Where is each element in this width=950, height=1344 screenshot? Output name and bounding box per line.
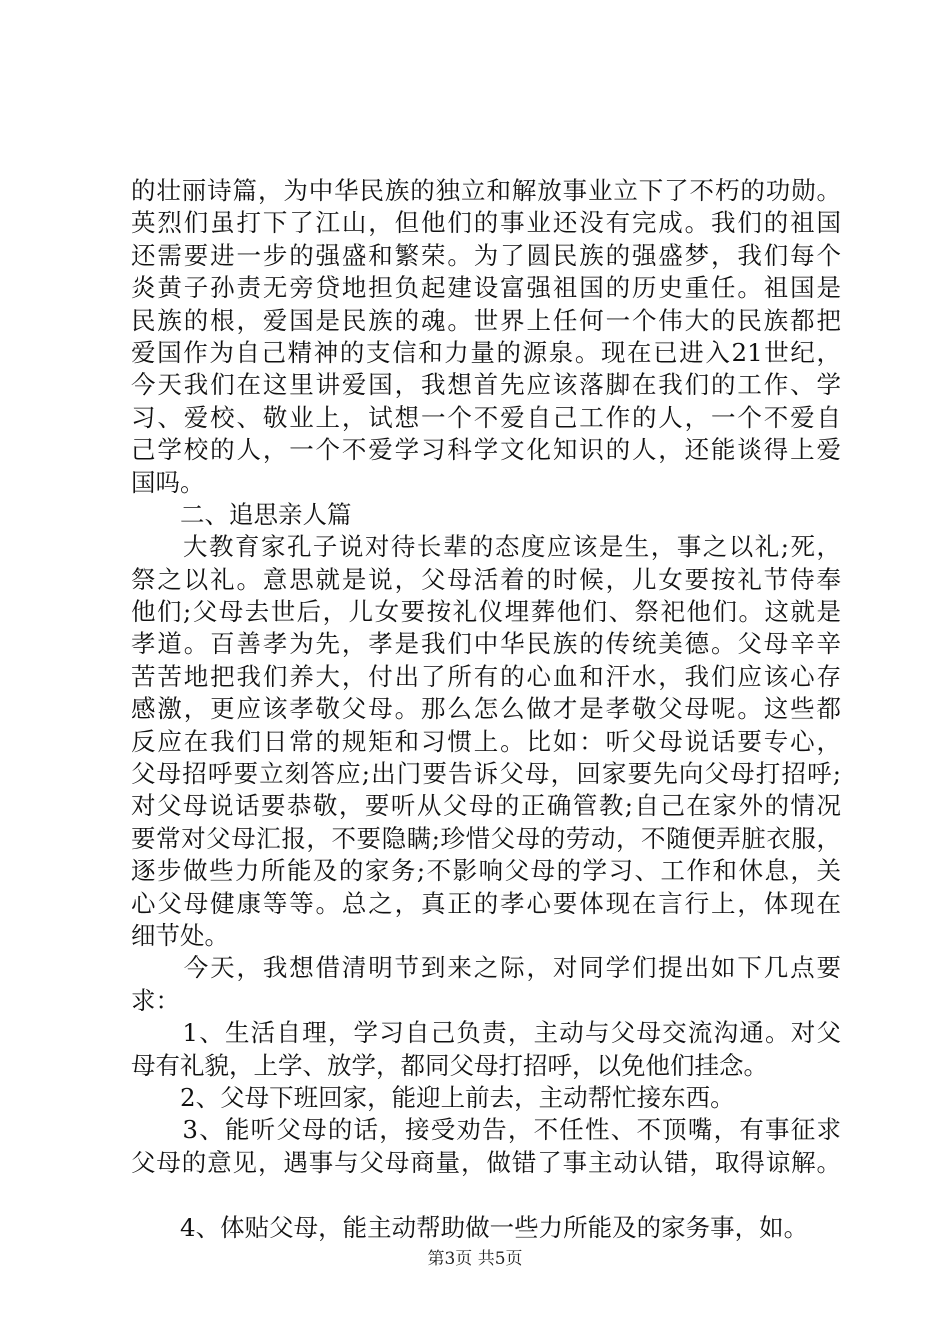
body-line: 对父母说话要恭敬，要听从父母的正确管教;自己在家外的情况	[131, 791, 841, 821]
body-line: 感激，更应该孝敬父母。那么怎么做才是孝敬父母呢。这些都	[131, 694, 841, 724]
page-number-footer: 第3页 共5页	[427, 1249, 523, 1269]
blank-line	[131, 1179, 841, 1211]
body-line: 父母招呼要立刻答应;出门要告诉父母，回家要先向父母打招呼;	[131, 759, 841, 789]
body-line: 今天，我想借清明节到来之际，对同学们提出如下几点要	[131, 953, 841, 983]
list-item-line: 1、生活自理，学习自己负责，主动与父母交流沟通。对父	[131, 1018, 841, 1048]
list-item-line: 2、父母下班回家，能迎上前去，主动帮忙接东西。	[131, 1082, 735, 1112]
body-line: 己学校的人，一个不爱学习科学文化知识的人，还能谈得上爱	[131, 435, 841, 465]
list-item-line: 3、能听父母的话，接受劝告，不任性、不顶嘴，有事征求	[131, 1115, 841, 1145]
body-line: 求：	[131, 985, 180, 1015]
body-line: 炎黄子孙责无旁贷地担负起建设富强祖国的历史重任。祖国是	[131, 273, 841, 303]
body-line: 还需要进一步的强盛和繁荣。为了圆民族的强盛梦，我们每个	[131, 240, 841, 270]
section-heading: 二、追思亲人篇	[131, 499, 352, 529]
body-line: 细节处。	[131, 920, 229, 950]
body-line: 的壮丽诗篇，为中华民族的独立和解放事业立下了不朽的功勋。	[131, 176, 841, 205]
document-body	[131, 175, 841, 1244]
list-item-line: 母有礼貌，上学、放学，都同父母打招呼，以免他们挂念。	[131, 1050, 768, 1080]
body-line: 英烈们虽打下了江山，但他们的事业还没有完成。我们的祖国	[131, 208, 841, 238]
list-item-line: 父母的意见，遇事与父母商量，做错了事主动认错，取得谅解。	[131, 1147, 841, 1177]
body-line: 爱国作为自己精神的支信和力量的源泉。现在已进入21世纪，	[131, 337, 841, 367]
body-line: 大教育家孔子说对待长辈的态度应该是生，事之以礼;死，	[131, 532, 841, 562]
body-line: 民族的根，爱国是民族的魂。世界上任何一个伟大的民族都把	[131, 305, 841, 335]
body-line: 祭之以礼。意思就是说，父母活着的时候，儿女要按礼节侍奉	[131, 564, 841, 594]
body-line: 苦苦地把我们养大，付出了所有的心血和汗水，我们应该心存	[131, 661, 841, 691]
list-item-line: 4、体贴父母，能主动帮助做一些力所能及的家务事，如。	[131, 1212, 809, 1242]
body-line: 孝道。百善孝为先，孝是我们中华民族的传统美德。父母辛辛	[131, 629, 841, 659]
body-line: 要常对父母汇报，不要隐瞒;珍惜父母的劳动，不随便弄脏衣服，	[131, 823, 841, 853]
body-line: 逐步做些力所能及的家务;不影响父母的学习、工作和休息，关	[131, 856, 841, 886]
body-line: 国吗。	[131, 467, 205, 497]
body-line: 今天我们在这里讲爱国，我想首先应该落脚在我们的工作、学	[131, 370, 841, 400]
body-line: 反应在我们日常的规矩和习惯上。比如：听父母说话要专心，	[131, 726, 841, 756]
body-line: 习、爱校、敬业上，试想一个不爱自己工作的人，一个不爱自	[131, 402, 841, 432]
body-line: 他们;父母去世后，儿女要按礼仪埋葬他们、祭祀他们。这就是	[131, 597, 841, 627]
body-line: 心父母健康等等。总之，真正的孝心要体现在言行上，体现在	[131, 888, 841, 918]
